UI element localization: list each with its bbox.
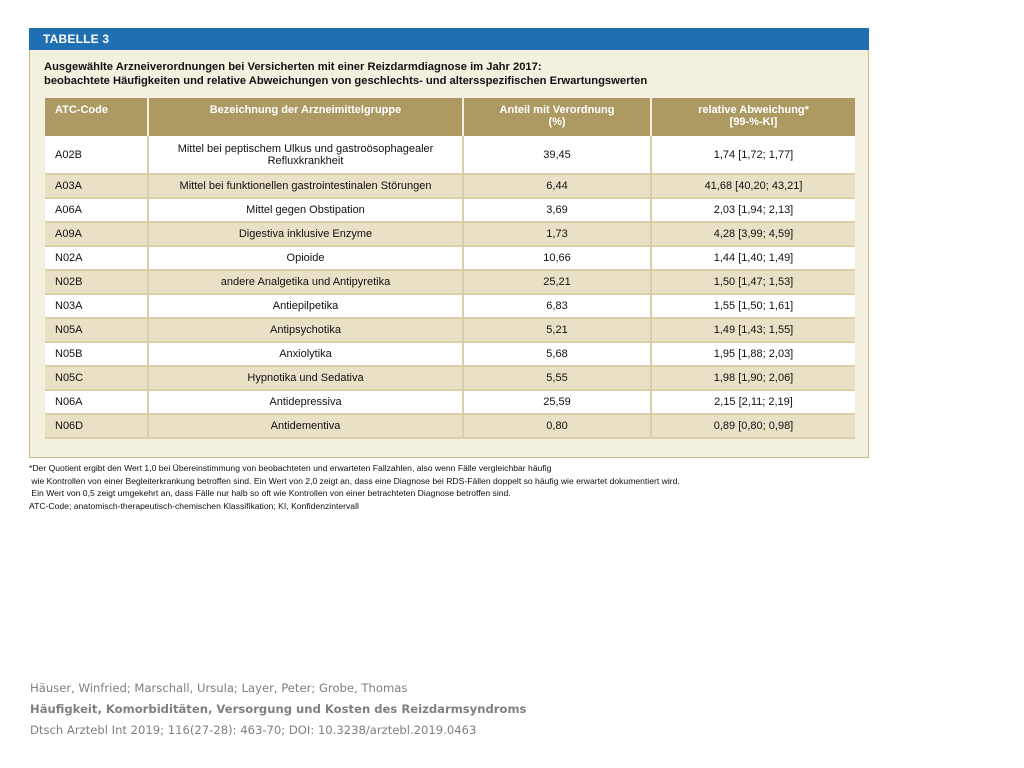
cell-share-percent: 10,66 [463, 246, 651, 270]
table-caption [44, 60, 854, 88]
column-header-label: Bezeichnung der Arzneimittelgruppe [209, 104, 402, 116]
citation-journal: Dtsch Arztebl Int 2019; 116(27-28): 463-70; DOI: 10.3238/arztebl.2019.0463 [30, 723, 477, 737]
table-row [45, 174, 855, 198]
cell-drug-group-line: Antidementiva [270, 420, 341, 432]
cell-relative-deviation: 1,50 [1,47; 1,53] [651, 270, 855, 294]
table-row [45, 198, 855, 222]
cell-relative-deviation: 1,49 [1,43; 1,55] [651, 318, 855, 342]
cell-drug-group [148, 342, 463, 366]
table-header-row [45, 98, 855, 136]
cell-share-percent: 1,73 [463, 222, 651, 246]
cell-drug-group [148, 222, 463, 246]
column-header-label: Anteil mit Verordnung [499, 104, 615, 116]
table-row [45, 390, 855, 414]
cell-drug-group [148, 414, 463, 438]
cell-atc-code: A02B [45, 136, 148, 174]
cell-relative-deviation: 4,28 [3,99; 4,59] [651, 222, 855, 246]
citation [30, 678, 730, 741]
cell-relative-deviation: 2,03 [1,94; 2,13] [651, 198, 855, 222]
caption-line-1: Ausgewählte Arzneiverordnungen bei Versicherten mit einer Reizdarmdiagnose im Jahr 2017: [44, 61, 542, 73]
table-figure [29, 28, 869, 514]
table-row [45, 318, 855, 342]
caption-line-2: beobachtete Häufigkeiten und relative Abweichungen von geschlechts- und altersspezifischen Erwartungswerten [44, 75, 648, 87]
cell-atc-code: N06D [45, 414, 148, 438]
column-header-sublabel: [99-%-KI] [729, 116, 778, 128]
table-row [45, 136, 855, 174]
cell-relative-deviation: 1,55 [1,50; 1,61] [651, 294, 855, 318]
cell-share-percent: 0,80 [463, 414, 651, 438]
cell-drug-group [148, 294, 463, 318]
cell-drug-group-line: Antipsychotika [270, 324, 341, 336]
cell-atc-code: N05B [45, 342, 148, 366]
column-header-atc-code [45, 98, 148, 136]
column-header-label: relative Abweichung* [698, 104, 809, 116]
column-header-name [148, 98, 463, 136]
cell-atc-code: N06A [45, 390, 148, 414]
cell-atc-code: A09A [45, 222, 148, 246]
table-row [45, 246, 855, 270]
cell-drug-group [148, 318, 463, 342]
column-header-deviation [651, 98, 855, 136]
cell-atc-code: N05C [45, 366, 148, 390]
cell-share-percent: 5,68 [463, 342, 651, 366]
citation-title: Häufigkeit, Komorbiditäten, Versorgung und Kosten des Reizdarmsyndroms [30, 702, 527, 716]
table-row [45, 366, 855, 390]
cell-drug-group [148, 366, 463, 390]
column-header-sublabel: (%) [548, 116, 566, 128]
table-row [45, 222, 855, 246]
cell-atc-code: N05A [45, 318, 148, 342]
cell-share-percent: 6,83 [463, 294, 651, 318]
cell-relative-deviation: 1,95 [1,88; 2,03] [651, 342, 855, 366]
cell-drug-group-line: Mittel gegen Obstipation [246, 204, 365, 216]
cell-atc-code: N03A [45, 294, 148, 318]
table-row [45, 270, 855, 294]
column-header-label: ATC-Code [55, 104, 108, 116]
cell-drug-group [148, 174, 463, 198]
cell-atc-code: A03A [45, 174, 148, 198]
cell-drug-group [148, 390, 463, 414]
table-row [45, 414, 855, 438]
column-header-share [463, 98, 651, 136]
footnote-line: wie Kontrollen von einer Begleiterkrankung betroffen sind. Ein Wert von 2,0 zeigt an, dass eine Diagnose bei RDS-Fällen doppelt so häufig wie erwartet dokumentiert wird. [29, 475, 680, 486]
cell-share-percent: 6,44 [463, 174, 651, 198]
cell-share-percent: 5,21 [463, 318, 651, 342]
cell-share-percent: 5,55 [463, 366, 651, 390]
cell-share-percent: 25,59 [463, 390, 651, 414]
cell-share-percent: 3,69 [463, 198, 651, 222]
cell-share-percent: 25,21 [463, 270, 651, 294]
cell-atc-code: N02A [45, 246, 148, 270]
table-body [45, 136, 855, 438]
cell-relative-deviation: 1,74 [1,72; 1,77] [651, 136, 855, 174]
footnote-line: *Der Quotient ergibt den Wert 1,0 bei Übereinstimmung von beobachteten und erwarteten Fallzahlen, also wenn Fälle vergleichbar häufig [29, 463, 552, 473]
cell-drug-group-line: Digestiva inklusive Enzyme [238, 228, 373, 240]
cell-relative-deviation: 0,89 [0,80; 0,98] [651, 414, 855, 438]
cell-atc-code: N02B [45, 270, 148, 294]
cell-drug-group [148, 246, 463, 270]
cell-drug-group-line: Antiepilpetika [272, 300, 339, 312]
cell-drug-group-line: Anxiolytika [279, 348, 332, 360]
footnote-line: ATC-Code; anatomisch-therapeutisch-chemischen Klassifikation; KI, Konfidenzintervall [29, 500, 359, 511]
cell-drug-group-line: Opioide [286, 252, 325, 264]
citation-authors: Häuser, Winfried; Marschall, Ursula; Layer, Peter; Grobe, Thomas [30, 681, 408, 695]
table-row [45, 342, 855, 366]
cell-drug-group-line: Antidepressiva [269, 396, 342, 408]
cell-drug-group-line: Mittel bei peptischem Ulkus und gastroösophagealer [177, 142, 434, 155]
cell-atc-code: A06A [45, 198, 148, 222]
cell-drug-group [148, 270, 463, 294]
table-label: TABELLE 3 [29, 28, 869, 50]
cell-drug-group-line: Mittel bei funktionellen gastrointestinalen Störungen [179, 180, 432, 192]
cell-relative-deviation: 41,68 [40,20; 43,21] [651, 174, 855, 198]
footnote-line: Ein Wert von 0,5 zeigt umgekehrt an, dass Fälle nur halb so oft wie Kontrollen von einer betrachteten Diagnose betroffen sind. [29, 488, 511, 499]
cell-drug-group-line: Refluxkrankheit [267, 154, 344, 167]
table-panel [29, 50, 869, 458]
cell-relative-deviation: 1,98 [1,90; 2,06] [651, 366, 855, 390]
cell-relative-deviation: 2,15 [2,11; 2,19] [651, 390, 855, 414]
cell-drug-group [148, 136, 463, 174]
data-table [45, 98, 855, 439]
cell-relative-deviation: 1,44 [1,40; 1,49] [651, 246, 855, 270]
table-row [45, 294, 855, 318]
cell-drug-group-line: andere Analgetika und Antipyretika [220, 276, 391, 288]
footnotes [29, 462, 869, 512]
cell-drug-group [148, 198, 463, 222]
cell-drug-group-line: Hypnotika und Sedativa [247, 372, 364, 384]
cell-share-percent: 39,45 [463, 136, 651, 174]
